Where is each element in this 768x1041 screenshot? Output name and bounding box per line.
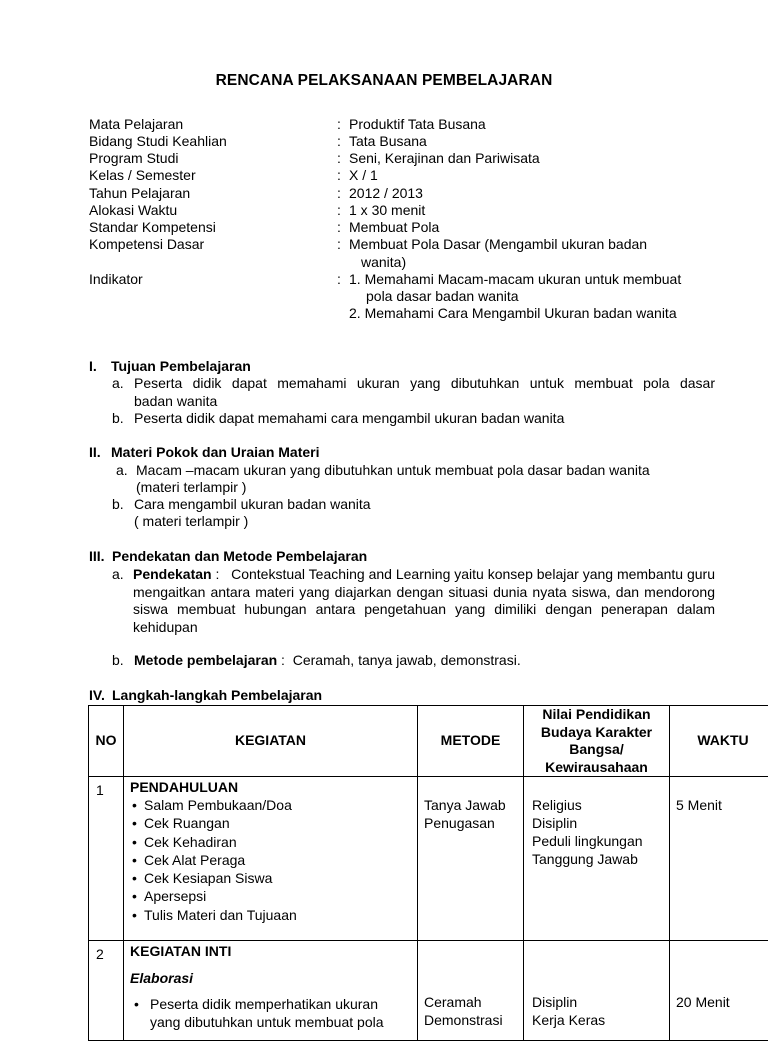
metode-separator: : <box>277 652 285 668</box>
identity-value: Produktif Tata Busana <box>349 116 486 133</box>
section-title: Langkah-langkah Pembelajaran <box>112 687 322 704</box>
identity-value: 2012 / 2013 <box>349 185 423 202</box>
kegiatan-heading: PENDAHULUAN <box>130 778 411 796</box>
list-item: Peserta didik dapat memahami ukuran yang dibutuhkan untuk membuat pola dasar <box>134 375 715 392</box>
identity-label: Kompetensi Dasar <box>89 236 204 253</box>
metode-content <box>418 941 523 1029</box>
list-item: • Salam Pembukaan/Doa <box>130 796 411 814</box>
kegiatan-heading: KEGIATAN INTI <box>130 942 411 960</box>
metode-item: Penugasan <box>424 814 517 832</box>
header-nilai-line: Kewirausahaan <box>524 759 669 777</box>
nilai-item: Religius <box>532 796 663 814</box>
nilai-item: Disiplin <box>532 993 663 1011</box>
table-row <box>89 941 768 1041</box>
row-no: 1 <box>89 777 123 799</box>
identity-label: Indikator <box>89 271 143 288</box>
header-kegiatan: KEGIATAN <box>124 706 418 777</box>
identity-label: Program Studi <box>89 150 178 167</box>
header-nilai-line: Nilai Pendidikan <box>524 706 669 724</box>
pendekatan-text: Contekstual Teaching and Learning yaitu konsep belajar yang membantu guru mengaitkan antara materi yang diajarkan dengan situasi dunia nyata siswa, dan mendorong siswa membuat hubungan antara pengetahuan yang dimiliki dengan penerapan dalam kehidupan <box>133 566 715 635</box>
identity-value: 1 x 30 menit <box>349 202 425 219</box>
identity-value: X / 1 <box>349 167 378 184</box>
list-item-continuation: ( materi terlampir ) <box>134 513 248 530</box>
kegiatan-list <box>130 796 411 924</box>
identity-value: wanita) <box>361 254 406 271</box>
identity-label: Alokasi Waktu <box>89 202 177 219</box>
waktu-value: 20 Menit <box>670 941 768 1011</box>
section-number: III. <box>89 548 105 565</box>
kegiatan-content <box>124 941 417 1031</box>
list-item-line: Peserta didik memperhatikan ukuran <box>150 996 378 1012</box>
section-number: II. <box>89 444 101 461</box>
list-marker: b. <box>112 410 124 427</box>
row-no-cell <box>89 777 124 941</box>
header-waktu: WAKTU <box>670 706 768 777</box>
pendekatan-paragraph <box>133 566 715 636</box>
identity-value: Membuat Pola <box>349 219 439 236</box>
header-metode: METODE <box>418 706 524 777</box>
table-row <box>89 777 768 941</box>
identity-colon: : <box>337 133 341 150</box>
identity-label: Kelas / Semester <box>89 167 196 184</box>
list-item: • Tulis Materi dan Tujuaan <box>130 906 411 924</box>
metode-item: Tanya Jawab <box>424 796 517 814</box>
row-waktu-cell <box>670 777 768 941</box>
identity-label: Mata Pelajaran <box>89 116 183 133</box>
row-kegiatan-cell <box>124 777 418 941</box>
waktu-value: 5 Menit <box>670 777 768 814</box>
list-marker: b. <box>112 652 124 669</box>
identity-value: Seni, Kerajinan dan Pariwisata <box>349 150 540 167</box>
nilai-item: Disiplin <box>532 814 663 832</box>
section-number: IV. <box>89 687 105 704</box>
identity-colon: : <box>337 236 341 253</box>
list-marker: a. <box>112 375 124 392</box>
identity-label: Bidang Studi Keahlian <box>89 133 227 150</box>
header-nilai-line: Budaya Karakter <box>524 724 669 742</box>
spacer <box>130 987 411 995</box>
identity-colon: : <box>337 116 341 133</box>
metode-item: Ceramah <box>424 993 517 1011</box>
metode-line <box>134 652 521 669</box>
metode-label: Metode pembelajaran <box>134 652 277 668</box>
kegiatan-list <box>130 995 411 1031</box>
row-no: 2 <box>89 941 123 963</box>
learning-steps-table <box>88 705 768 1041</box>
identity-colon: : <box>337 271 341 288</box>
list-item: Peserta didik dapat memahami cara mengambil ukuran badan wanita <box>134 410 564 427</box>
list-item-line: yang dibutuhkan untuk membuat pola <box>150 1014 384 1030</box>
header-nilai <box>524 706 670 777</box>
spacer <box>130 960 411 969</box>
identity-value: Tata Busana <box>349 133 427 150</box>
identity-value: 1. Memahami Macam-macam ukuran untuk membuat <box>349 271 681 288</box>
list-item: • Apersepsi <box>130 887 411 905</box>
document-title: RENCANA PELAKSANAAN PEMBELAJARAN <box>0 72 768 90</box>
identity-colon: : <box>337 150 341 167</box>
row-metode-cell <box>418 941 524 1041</box>
metode-content <box>418 777 523 832</box>
row-metode-cell <box>418 777 524 941</box>
identity-value: pola dasar badan wanita <box>366 288 519 305</box>
identity-label: Tahun Pelajaran <box>89 185 190 202</box>
section-title: Tujuan Pembelajaran <box>111 358 251 375</box>
list-marker: b. <box>112 496 124 513</box>
row-nilai-cell <box>524 777 670 941</box>
list-item: Macam –macam ukuran yang dibutuhkan untuk membuat pola dasar badan wanita <box>136 462 650 479</box>
list-item: Cara mengambil ukuran badan wanita <box>134 496 371 513</box>
kegiatan-subheading: Elaborasi <box>130 969 411 987</box>
list-item-continuation: (materi terlampir ) <box>136 479 246 496</box>
header-no: NO <box>89 706 124 777</box>
list-item-continuation: badan wanita <box>134 393 217 410</box>
list-item <box>130 995 411 1031</box>
pendekatan-separator: : <box>212 566 220 582</box>
table-header-row <box>89 706 768 777</box>
pendekatan-label: Pendekatan <box>133 566 212 582</box>
metode-item: Demonstrasi <box>424 1011 517 1029</box>
identity-colon: : <box>337 185 341 202</box>
nilai-item: Tanggung Jawab <box>532 850 663 868</box>
list-item: • Cek Kehadiran <box>130 833 411 851</box>
identity-colon: : <box>337 202 341 219</box>
list-item: • Cek Kesiapan Siswa <box>130 869 411 887</box>
list-marker: a. <box>112 566 124 583</box>
identity-value: 2. Memahami Cara Mengambil Ukuran badan wanita <box>349 305 677 322</box>
identity-colon: : <box>337 167 341 184</box>
nilai-item: Peduli lingkungan <box>532 832 663 850</box>
list-marker: a. <box>116 462 128 479</box>
kegiatan-content <box>124 777 417 924</box>
nilai-item: Kerja Keras <box>532 1011 663 1029</box>
section-title: Pendekatan dan Metode Pembelajaran <box>112 548 367 565</box>
nilai-content <box>524 941 669 1029</box>
header-nilai-line: Bangsa/ <box>524 741 669 759</box>
identity-label: Standar Kompetensi <box>89 219 216 236</box>
section-title: Materi Pokok dan Uraian Materi <box>111 444 320 461</box>
list-item: • Cek Ruangan <box>130 814 411 832</box>
row-nilai-cell <box>524 941 670 1041</box>
metode-text: Ceramah, tanya jawab, demonstrasi. <box>293 652 521 668</box>
identity-colon: : <box>337 219 341 236</box>
nilai-content <box>524 777 669 868</box>
row-no-cell <box>89 941 124 1041</box>
row-waktu-cell <box>670 941 768 1041</box>
section-number: I. <box>89 358 97 375</box>
list-item: • Cek Alat Peraga <box>130 851 411 869</box>
identity-value: Membuat Pola Dasar (Mengambil ukuran badan <box>349 236 647 253</box>
row-kegiatan-cell <box>124 941 418 1041</box>
